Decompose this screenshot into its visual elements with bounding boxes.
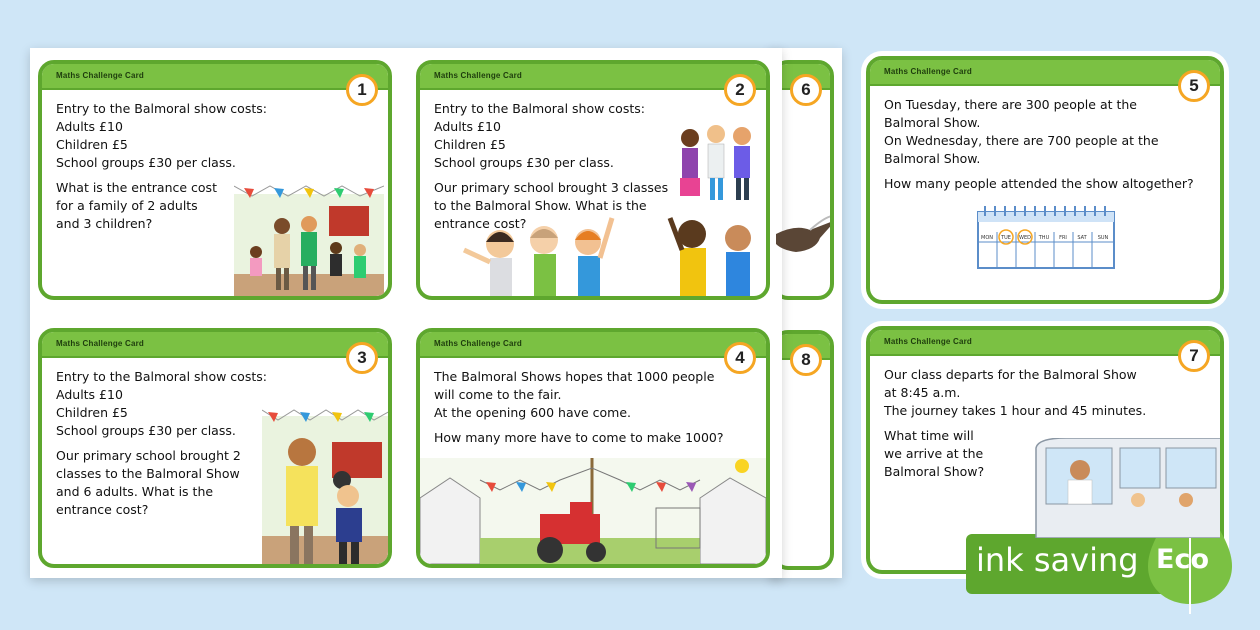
number-badge: 7 (1178, 340, 1210, 372)
card-header-label: Maths Challenge Card (884, 337, 973, 346)
card-header (420, 64, 766, 90)
question-line: we arrive at the (884, 446, 984, 461)
text-line: On Wednesday, there are 700 people at the (884, 133, 1159, 148)
calendar-day-label: WED (1019, 235, 1031, 241)
eco-label: Eco (1156, 544, 1209, 575)
calendar-day-label: THU (1038, 235, 1050, 241)
card-header-label: Maths Challenge Card (56, 71, 145, 80)
question-line: How many people attended the show altogether? (884, 176, 1194, 191)
card-text (434, 100, 756, 233)
question-line: to the Balmoral Show. What is the (434, 198, 647, 213)
text-line: Children £5 (56, 137, 128, 152)
card-header (420, 332, 766, 358)
text-line: Children £5 (434, 137, 506, 152)
text-line: On Tuesday, there are 300 people at the (884, 97, 1137, 112)
cow-illustration (776, 194, 834, 274)
number-badge: 8 (790, 344, 822, 376)
text-line: Children £5 (56, 405, 128, 420)
question-line: classes to the Balmoral Show (56, 466, 240, 481)
question-line: entrance cost? (56, 502, 149, 517)
question-line: How many more have to come to make 1000? (434, 430, 724, 445)
text-line: School groups £30 per class. (56, 155, 236, 170)
question-line: and 6 adults. What is the (56, 484, 214, 499)
card-1 (38, 60, 392, 300)
card-7 (866, 326, 1224, 574)
card-header-label: Maths Challenge Card (56, 339, 145, 348)
question-line: Our primary school brought 3 classes (434, 180, 669, 195)
card-text (56, 368, 378, 519)
number-badge: 1 (346, 74, 378, 106)
calendar-day-label: MON (981, 235, 993, 241)
question-line: What is the entrance cost (56, 180, 217, 195)
card-header (42, 64, 388, 90)
number-badge: 3 (346, 342, 378, 374)
text-line: The Balmoral Shows hopes that 1000 people (434, 369, 715, 384)
showground-tractor-illustration (420, 458, 766, 564)
number-badge: 6 (790, 74, 822, 106)
ink-saving-label: ink saving (976, 541, 1139, 579)
card-header-label: Maths Challenge Card (434, 71, 523, 80)
question-line: Our primary school brought 2 (56, 448, 241, 463)
text-line: School groups £30 per class. (56, 423, 236, 438)
card-5 (866, 56, 1224, 304)
text-line: Entry to the Balmoral show costs: (56, 369, 267, 384)
question-line: What time will (884, 428, 974, 443)
card-header (870, 60, 1220, 86)
calendar-day-label: TUE (1001, 235, 1011, 241)
calendar-day-label: FRI (1059, 235, 1067, 241)
card-header-label: Maths Challenge Card (884, 67, 973, 76)
card-2 (416, 60, 770, 300)
card-text (884, 96, 1210, 193)
text-line: will come to the fair. (434, 387, 562, 402)
text-line: Balmoral Show. (884, 115, 981, 130)
card-header (42, 332, 388, 358)
question-line: for a family of 2 adults (56, 198, 198, 213)
text-line: Balmoral Show. (884, 151, 981, 166)
calendar-day-label: SUN (1097, 235, 1109, 241)
card-3 (38, 328, 392, 568)
number-badge: 5 (1178, 70, 1210, 102)
text-line: Entry to the Balmoral show costs: (56, 101, 267, 116)
text-line: Our class departs for the Balmoral Show (884, 367, 1137, 382)
card-text (56, 100, 378, 233)
text-line: Adults £10 (56, 119, 123, 134)
text-line: Adults £10 (434, 119, 501, 134)
text-line: At the opening 600 have come. (434, 405, 632, 420)
text-line: Entry to the Balmoral show costs: (434, 101, 645, 116)
card-header-label: Maths Challenge Card (434, 339, 523, 348)
text-line: School groups £30 per class. (434, 155, 614, 170)
text-line: Adults £10 (56, 387, 123, 402)
calendar-week-illustration (976, 204, 1116, 270)
text-line: The journey takes 1 hour and 45 minutes. (884, 403, 1147, 418)
question-line: entrance cost? (434, 216, 527, 231)
question-line: and 3 children? (56, 216, 153, 231)
card-header (870, 330, 1220, 356)
number-badge: 2 (724, 74, 756, 106)
question-line: Balmoral Show? (884, 464, 985, 479)
calendar-day-label: SAT (1077, 235, 1087, 241)
card-text (884, 366, 1210, 481)
number-badge: 4 (724, 342, 756, 374)
text-line: at 8:45 a.m. (884, 385, 961, 400)
card-text (434, 368, 756, 447)
card-4 (416, 328, 770, 568)
